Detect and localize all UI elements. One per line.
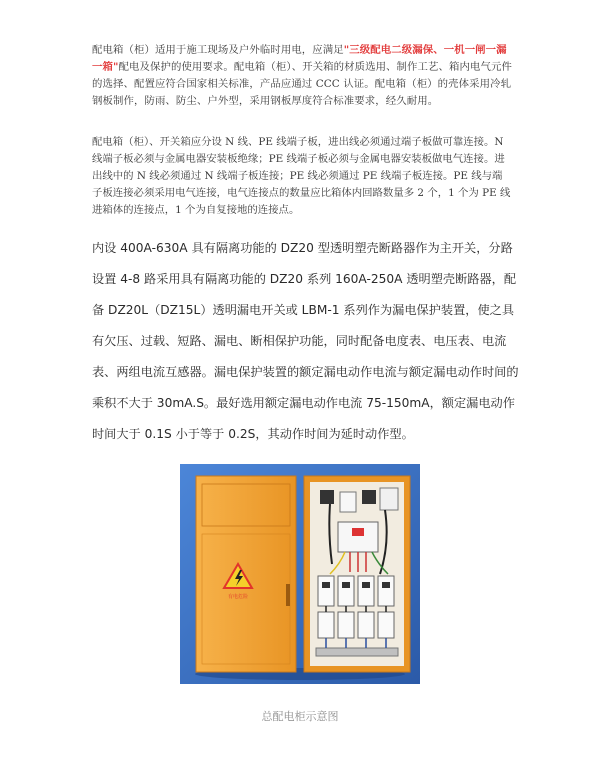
- meter-icon: [320, 490, 334, 504]
- highlight-requirement: "三级配电二级漏保、一机一闸一漏一箱": [92, 44, 507, 73]
- door-handle: [286, 584, 290, 606]
- paragraph-intro-before: 配电箱（柜）适用于施工现场及户外临时用电，应满足: [92, 44, 344, 56]
- cabinet-door: [196, 476, 296, 672]
- cabinet-interior: [304, 476, 410, 672]
- main-breaker: [338, 522, 378, 552]
- paragraph-breaker: 内设 400A-630A 具有隔离功能的 DZ20 型透明塑壳断路器作为主开关，分路设置 4-8 路采用具有隔离功能的 DZ20 系列 160A-250A 透明塑壳断路器，配备 DZ20L（DZ15L）透明漏电开关或 LBM-1 系列作为漏电保护装置，使之具有欠压、过载、短路、漏电、断相保护功能，同时配备电度表、电压表、电流表、两组电流互感器。漏电保护装置的额定漏电动作电流与额定漏电动作时间的乘积不大于 30mA.S。最好选用额定漏电动作电流 75-150mA，额定漏电动作时间大于 0.1S 小于等于 0.2S，其动作时间为延时动作型。: [92, 241, 519, 441]
- figure-caption: 总配电柜示意图: [261, 710, 339, 723]
- paragraph-intro: [92, 42, 512, 110]
- terminal-bar: [316, 648, 398, 656]
- paragraph-terminal: 配电箱（柜）、开关箱应分设 N 线、PE 线端子板，进出线必须通过端子板做可靠连接。N 线端子板必须与金属电器安装板绝缘；PE 线端子板必须与金属电器安装板做电气连接。进出线中的 N 线必须通过 N 线端子板连接；PE 线必须通过 PE 线端子板连接。PE 线与端子板连接必须采用电气连接，电气连接点的数量应比箱体内回路数量多 2 个，1 个为 PE 线进箱体的连接点，1 个为自复接地的连接点。: [92, 136, 511, 216]
- warning-sign-text: 有电危险: [227, 594, 249, 600]
- cabinet-svg: [180, 464, 420, 684]
- paragraph-intro-after: 配电及保护的使用要求。配电箱（柜）、开关箱的材质选用、制作工艺、箱内电气元件的选择、配置应符合国家相关标准，产品应通过 CCC 认证。配电箱（柜）的壳体采用冷轧钢板制作，防雨、防尘、户外型，采用钢板厚度符合标准要求，经久耐用。: [92, 61, 512, 107]
- cabinet-illustration: [180, 464, 420, 684]
